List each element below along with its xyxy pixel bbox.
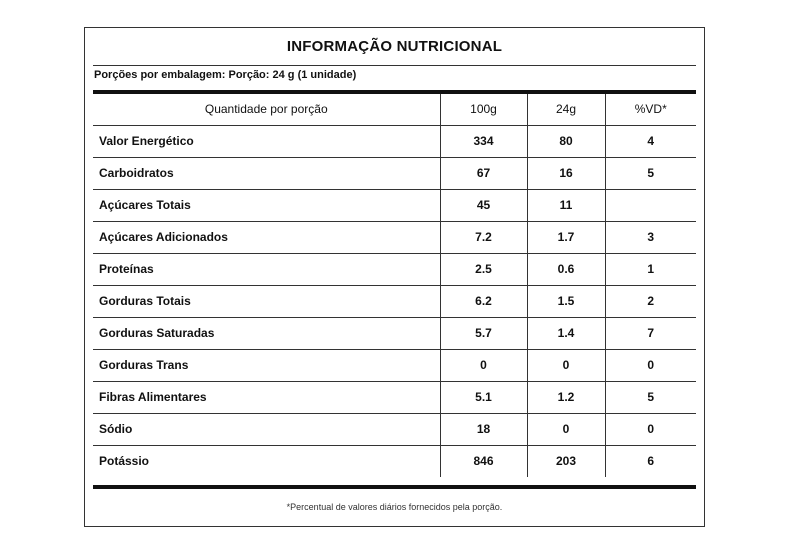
thick-divider-bottom [93, 485, 696, 489]
value-vd [605, 189, 696, 221]
value-vd: 0 [605, 413, 696, 445]
header-vd: %VD* [605, 94, 696, 125]
table-row [93, 413, 696, 445]
value-vd: 3 [605, 221, 696, 253]
value-24g: 0 [527, 413, 605, 445]
table-row [93, 285, 696, 317]
table-row [93, 189, 696, 221]
table-row [93, 125, 696, 157]
value-vd: 5 [605, 381, 696, 413]
table-row [93, 381, 696, 413]
value-100g: 334 [440, 125, 527, 157]
nutrition-table [93, 94, 696, 477]
nutrient-name: Gorduras Totais [93, 285, 440, 317]
value-24g: 16 [527, 157, 605, 189]
value-100g: 2.5 [440, 253, 527, 285]
value-100g: 5.7 [440, 317, 527, 349]
value-vd: 5 [605, 157, 696, 189]
nutrition-label [84, 27, 705, 527]
table-header-row [93, 94, 696, 125]
title-divider [93, 65, 696, 66]
nutrient-name: Potássio [93, 445, 440, 477]
nutrient-name: Proteínas [93, 253, 440, 285]
value-100g: 5.1 [440, 381, 527, 413]
value-24g: 203 [527, 445, 605, 477]
value-100g: 846 [440, 445, 527, 477]
nutrient-name: Açúcares Adicionados [93, 221, 440, 253]
value-vd: 0 [605, 349, 696, 381]
nutrient-name: Sódio [93, 413, 440, 445]
table-row [93, 221, 696, 253]
value-24g: 11 [527, 189, 605, 221]
value-100g: 7.2 [440, 221, 527, 253]
value-24g: 0.6 [527, 253, 605, 285]
nutrient-name: Valor Energético [93, 125, 440, 157]
label-title: INFORMAÇÃO NUTRICIONAL [286, 38, 503, 55]
value-vd: 6 [605, 445, 696, 477]
value-vd: 2 [605, 285, 696, 317]
value-100g: 18 [440, 413, 527, 445]
value-vd: 7 [605, 317, 696, 349]
nutrient-name: Fibras Alimentares [93, 381, 440, 413]
footnote: *Percentual de valores diários fornecidos pela porção. [286, 502, 503, 512]
value-24g: 1.2 [527, 381, 605, 413]
table-row [93, 157, 696, 189]
value-100g: 6.2 [440, 285, 527, 317]
value-vd: 1 [605, 253, 696, 285]
value-100g: 45 [440, 189, 527, 221]
value-24g: 1.5 [527, 285, 605, 317]
nutrient-name: Gorduras Trans [93, 349, 440, 381]
nutrient-name: Carboidratos [93, 157, 440, 189]
header-24g: 24g [527, 94, 605, 125]
table-row [93, 317, 696, 349]
header-quantity: Quantidade por porção [204, 102, 328, 117]
value-100g: 67 [440, 157, 527, 189]
table-row [93, 445, 696, 477]
table-row [93, 349, 696, 381]
value-24g: 1.7 [527, 221, 605, 253]
value-24g: 1.4 [527, 317, 605, 349]
value-vd: 4 [605, 125, 696, 157]
nutrient-name: Gorduras Saturadas [93, 317, 440, 349]
header-100g: 100g [440, 94, 527, 125]
value-24g: 80 [527, 125, 605, 157]
table-row [93, 253, 696, 285]
servings-info: Porções por embalagem: Porção: 24 g (1 unidade) [94, 69, 357, 81]
value-24g: 0 [527, 349, 605, 381]
nutrient-name: Açúcares Totais [93, 189, 440, 221]
value-100g: 0 [440, 349, 527, 381]
